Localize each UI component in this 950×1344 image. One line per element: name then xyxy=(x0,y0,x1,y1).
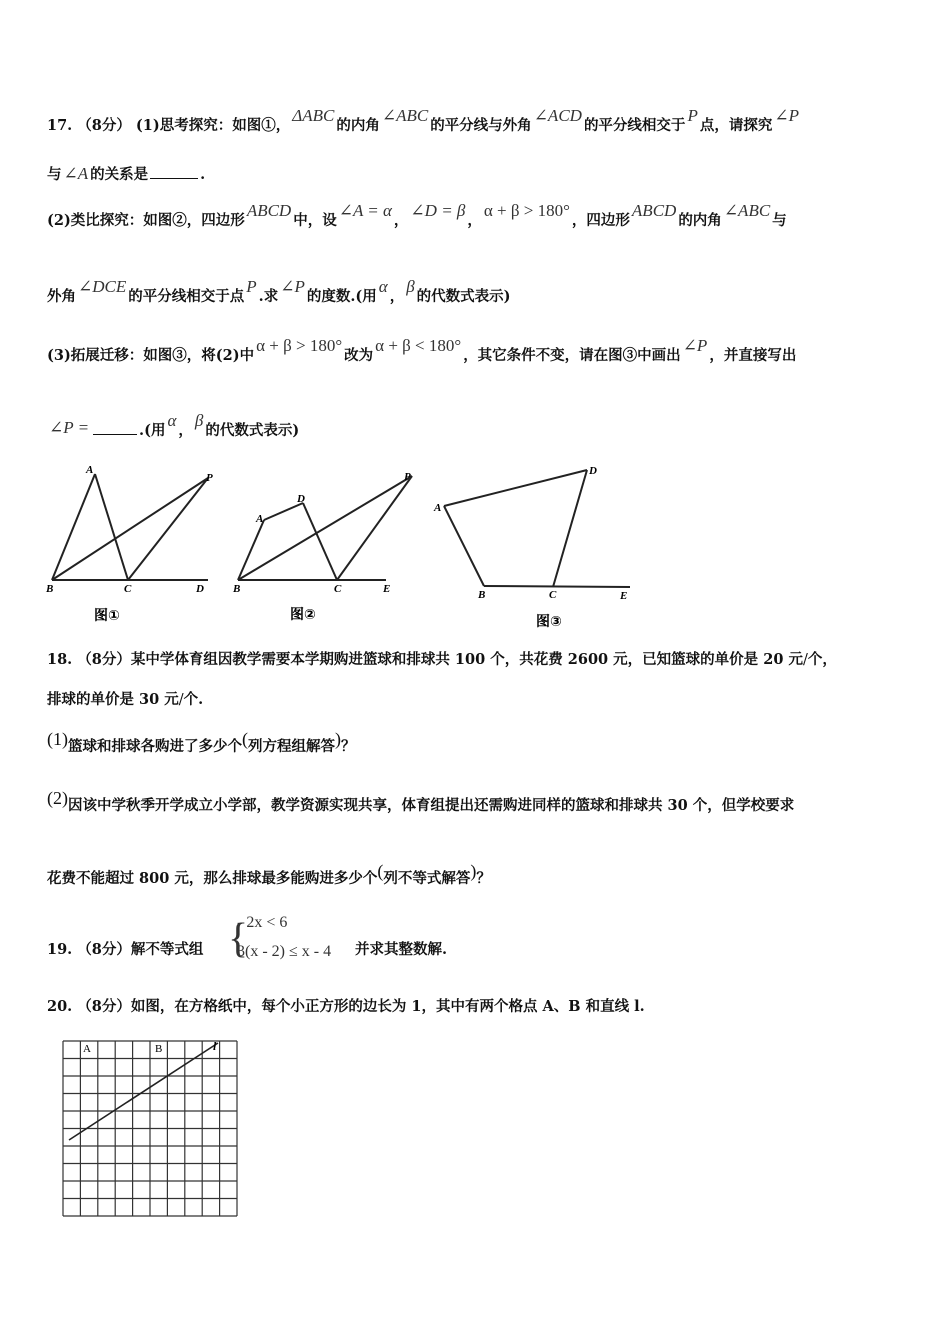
q19-line xyxy=(47,940,203,960)
figure-1-lines xyxy=(52,474,208,580)
q17-line4-text-b: 的平分线相交于点 xyxy=(128,288,245,305)
q17-line4 xyxy=(47,277,511,307)
q18-part2-cont-text-a: 花费不能超过 800 元，那么排球最多能购进多少个 xyxy=(47,870,378,887)
q18-line1-slash: / xyxy=(802,652,808,668)
fig2-label-d: D xyxy=(297,493,305,505)
q18-part1-text-d: ？ xyxy=(341,738,356,755)
math-angle-d-beta: ∠D = β xyxy=(410,201,466,220)
q18-part2 xyxy=(47,788,795,816)
math-angle-p-3: ∠P xyxy=(682,336,708,355)
math-sum-gt-180-2: α + β > 180° xyxy=(256,336,343,355)
q18-part1-number: (1) xyxy=(47,729,68,749)
grid-point-a-label: A xyxy=(83,1043,91,1055)
math-point-p-2: P xyxy=(246,277,257,296)
q17-line5 xyxy=(47,336,797,366)
q17-line3-text-g: 与 xyxy=(772,212,787,229)
fig1-label-b: B xyxy=(46,583,54,595)
q17-line2-text-c: . xyxy=(200,166,206,183)
q18-part1-text-b: 列方程组解答 xyxy=(248,738,335,755)
q17-line1 xyxy=(47,106,801,136)
math-triangle-abc: ΔABC xyxy=(292,106,335,125)
q18-part2-cont xyxy=(47,861,491,889)
q17-line2 xyxy=(47,164,205,185)
q17-line1-text-c: 的平分线与外角 xyxy=(430,117,532,134)
q18-line1-text-a: 18. （8分）某中学体育组因教学需要本学期购进篮球和排球共 100 个，共花费 2600 元，已知篮球的单价是 20 元 xyxy=(47,651,803,668)
fig1-caption: 图① xyxy=(94,608,120,624)
q17-line5-text-a: (3)拓展迁移：如图③，将(2)中 xyxy=(47,347,255,364)
math-angle-dce: ∠DCE xyxy=(78,277,127,296)
inequality-system-brace: { xyxy=(228,916,249,962)
q18-line1-text-b: 个， xyxy=(807,651,837,668)
q20-line xyxy=(47,997,645,1017)
q17-line1-text-d: 的平分线相交于 xyxy=(583,117,686,134)
q18-line1 xyxy=(47,650,837,670)
q17-line2-text-b: 的关系是 xyxy=(90,166,149,183)
line-l-label: l xyxy=(213,1039,217,1053)
math-angle-acd: ∠ACD xyxy=(533,106,582,125)
fig1-label-d: D xyxy=(196,583,204,595)
math-sum-gt-180: α + β > 180° xyxy=(483,201,570,220)
answer-blank-2 xyxy=(93,420,137,435)
q20-grid-figure xyxy=(55,1033,245,1223)
math-angle-p: ∠P xyxy=(774,106,799,125)
math-point-p: P xyxy=(687,106,698,125)
q18-line2 xyxy=(47,690,203,710)
math-angle-abc: ∠ABC xyxy=(381,106,429,125)
q19-text-a: 19. （8分）解不等式组 xyxy=(47,941,204,958)
inequality-row-2: 3(x - 2) ≤ x - 4 xyxy=(237,943,332,960)
math-beta: β xyxy=(406,277,415,296)
q18-line2-text-b: 个. xyxy=(183,691,204,708)
fig3-label-e: E xyxy=(620,590,628,602)
q17-line3-text-c: ， xyxy=(393,212,409,229)
q17-line4-text-d: 的度数.(用 xyxy=(306,288,377,305)
math-alpha: α xyxy=(378,277,388,296)
math-abcd-2: ABCD xyxy=(631,201,677,220)
q17-line3-text-f: 的内角 xyxy=(678,212,722,229)
fig3-caption: 图③ xyxy=(536,614,562,630)
q17-line5-text-d: ，并直接写出 xyxy=(709,347,797,364)
q17-line6-text-c: 的代数式表示) xyxy=(205,422,300,439)
fig2-label-p: P xyxy=(404,471,411,483)
q17-figures xyxy=(0,455,950,640)
fig2-label-e: E xyxy=(383,583,391,595)
figure-3-lines xyxy=(444,470,630,587)
fig2-caption: 图② xyxy=(290,607,316,623)
q17-line4-text-f: 的代数式表示) xyxy=(416,288,511,305)
q18-part2-close-paren: ) xyxy=(470,861,477,881)
q18-part2-cont-text-b: 列不等式解答 xyxy=(383,870,471,887)
q18-part1-text-a: 篮球和排球各购进了多少个 xyxy=(68,738,242,755)
math-angle-a: ∠A xyxy=(63,164,89,183)
fig3-label-b: B xyxy=(478,589,486,601)
q17-line1-text-a: 17. （8分） (1)思考探究：如图①， xyxy=(47,117,291,134)
math-angle-a-alpha: ∠A = α xyxy=(338,201,392,220)
grid-lines xyxy=(63,1041,237,1216)
q17-line5-text-b: 改为 xyxy=(344,347,374,364)
q18-part1-open-paren: ( xyxy=(242,729,248,749)
q18-part1-close-paren: ) xyxy=(335,729,341,749)
fig3-label-d: D xyxy=(589,465,597,477)
math-alpha-2: α xyxy=(167,411,177,430)
grid-point-b-label: B xyxy=(155,1043,163,1055)
fig3-label-c: C xyxy=(549,589,557,601)
fig1-label-p: P xyxy=(206,472,213,484)
fig2-label-b: B xyxy=(233,583,241,595)
line-l xyxy=(69,1043,218,1140)
q17-line6 xyxy=(47,411,300,441)
math-beta-2: β xyxy=(194,411,204,430)
q19-line-tail xyxy=(355,940,447,960)
q17-line6-text-a: .(用 xyxy=(139,422,166,439)
q17-line4-text-c: .求 xyxy=(258,288,279,305)
figure-2-lines xyxy=(238,476,412,580)
q18-part2-text-a: 因该中学秋季开学成立小学部，教学资源实现共享，体育组提出还需购进同样的篮球和排球共 30 个，但学校要求 xyxy=(68,797,795,814)
q18-line2-slash: / xyxy=(178,692,184,708)
fig2-label-c: C xyxy=(334,583,342,595)
q17-line4-text-a: 外角 xyxy=(47,288,76,305)
q17-line3-text-e: ，四边形 xyxy=(571,212,630,229)
q17-line3-text-a: (2)类比探究：如图②，四边形 xyxy=(47,212,245,229)
fig1-label-a: A xyxy=(86,464,94,476)
q17-line1-text-e: 点，请探究 xyxy=(699,117,773,134)
q18-line2-text-a: 排球的单价是 30 元 xyxy=(47,691,179,708)
q17-line5-text-c: ，其它条件不变，请在图③中画出 xyxy=(463,347,681,364)
math-angle-p-2: ∠P xyxy=(280,277,305,296)
fig3-label-a: A xyxy=(434,502,442,514)
q17-line4-text-e: ， xyxy=(389,288,405,305)
q18-part1 xyxy=(47,729,356,757)
math-angle-abc-2: ∠ABC xyxy=(723,201,771,220)
q20-text: 20. （8分）如图，在方格纸中，每个小正方形的边长为 1，其中有两个格点 A、B 和直线 l. xyxy=(47,998,645,1015)
inequality-row-1: - 2x < 6 xyxy=(237,914,288,931)
q17-line3 xyxy=(47,201,787,231)
q18-part2-number: (2) xyxy=(47,788,68,808)
q18-part2-cont-text-d: ？ xyxy=(476,870,491,887)
answer-blank-1 xyxy=(150,164,198,179)
fig2-label-a: A xyxy=(256,513,264,525)
math-abcd: ABCD xyxy=(246,201,292,220)
q17-line6-text-b: ， xyxy=(178,422,193,439)
q19-text-b: 并求其整数解. xyxy=(355,941,448,958)
fig1-label-c: C xyxy=(124,583,132,595)
q17-line3-text-d: ， xyxy=(467,212,482,229)
q18-part2-open-paren: ( xyxy=(377,861,384,881)
q17-line2-text-a: 与 xyxy=(47,166,62,183)
q17-line1-text-b: 的内角 xyxy=(336,117,380,134)
math-angle-p-eq: ∠P = xyxy=(49,418,90,437)
q17-line3-text-b: 中，设 xyxy=(293,212,337,229)
math-sum-lt-180: α + β < 180° xyxy=(375,336,462,355)
